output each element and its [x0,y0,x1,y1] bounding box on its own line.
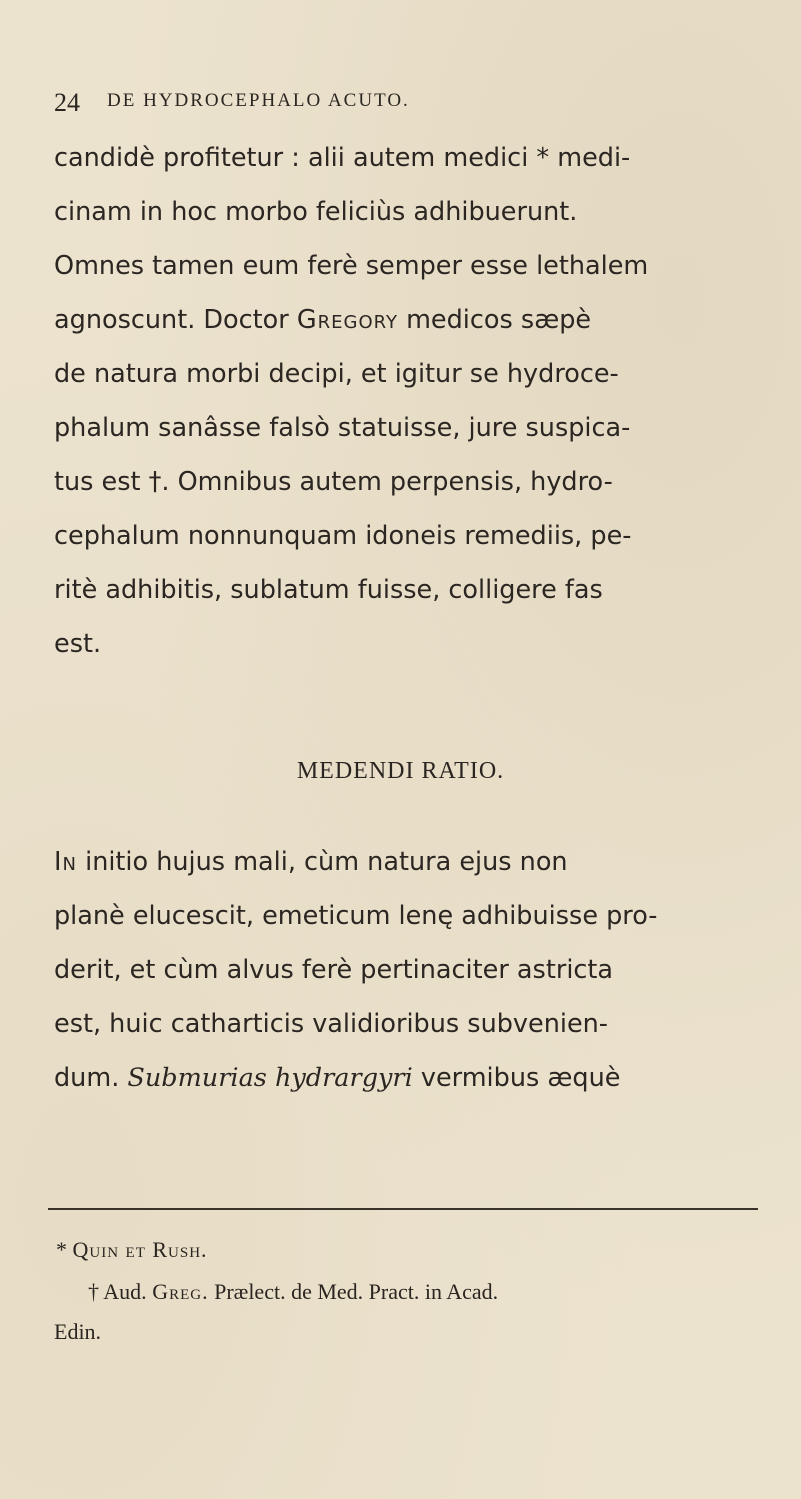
line-text: vermibus æquè [412,1063,621,1093]
paragraph-line: phalum sanâsse falsò statuisse, jure suspica- [54,413,631,443]
line-text: dum. [54,1063,128,1093]
line-text: initio hujus mali, cùm natura ejus non [77,847,568,877]
footnote-mark: † Aud. [88,1279,153,1304]
footnote-text: Quin et Rush. [72,1237,208,1262]
paragraph-line: cephalum nonnunquam idoneis remediis, pe- [54,521,632,551]
page-header [54,84,754,120]
paragraph-line: candidè profitetur : alii autem medici * medi- [54,143,631,173]
paragraph-line: derit, et cùm alvus ferè pertinaciter astricta [54,955,614,985]
footnote-2-continuation: Edin. [54,1319,102,1344]
paragraph-line: est. [54,629,102,659]
person-name: Gregory [296,305,398,335]
footnote-1 [56,1230,208,1270]
italic-term: Submurias hydrargyri [127,1063,413,1093]
paragraph-line: ritè adhibitis, sublatum fuisse, colligere fas [54,575,603,605]
footnote-mark: * [56,1237,73,1262]
paragraph-line: de natura morbi decipi, et igitur se hydroce- [54,359,619,389]
footnote-divider [48,1208,758,1210]
paragraph-line: tus est †. Omnibus autem perpensis, hydro- [54,467,613,497]
paragraph-line [54,835,568,889]
footnote-author: Greg. [152,1279,209,1304]
initial-word: In [54,847,77,877]
line-text: agnoscunt. Doctor [54,305,297,335]
page-number: 24 [54,88,80,117]
footnote-2 [88,1272,498,1312]
paragraph-line [54,293,591,347]
paragraph-line [54,1051,620,1105]
paragraph-line: est, huic catharticis validioribus subvenien- [54,1009,608,1039]
paragraph-line: Omnes tamen eum ferè semper esse lethalem [54,251,649,281]
running-head: DE HYDROCEPHALO ACUTO. [107,90,410,111]
paragraph-line: cinam in hoc morbo feliciùs adhibuerunt. [54,197,578,227]
paragraph-line: planè elucescit, emeticum lenę adhibuisse pro- [54,901,658,931]
footnote-text: Prælect. de Med. Pract. in Acad. [208,1279,499,1304]
line-text: medicos sæpè [397,305,592,335]
section-heading: MEDENDI RATIO. [296,758,505,784]
